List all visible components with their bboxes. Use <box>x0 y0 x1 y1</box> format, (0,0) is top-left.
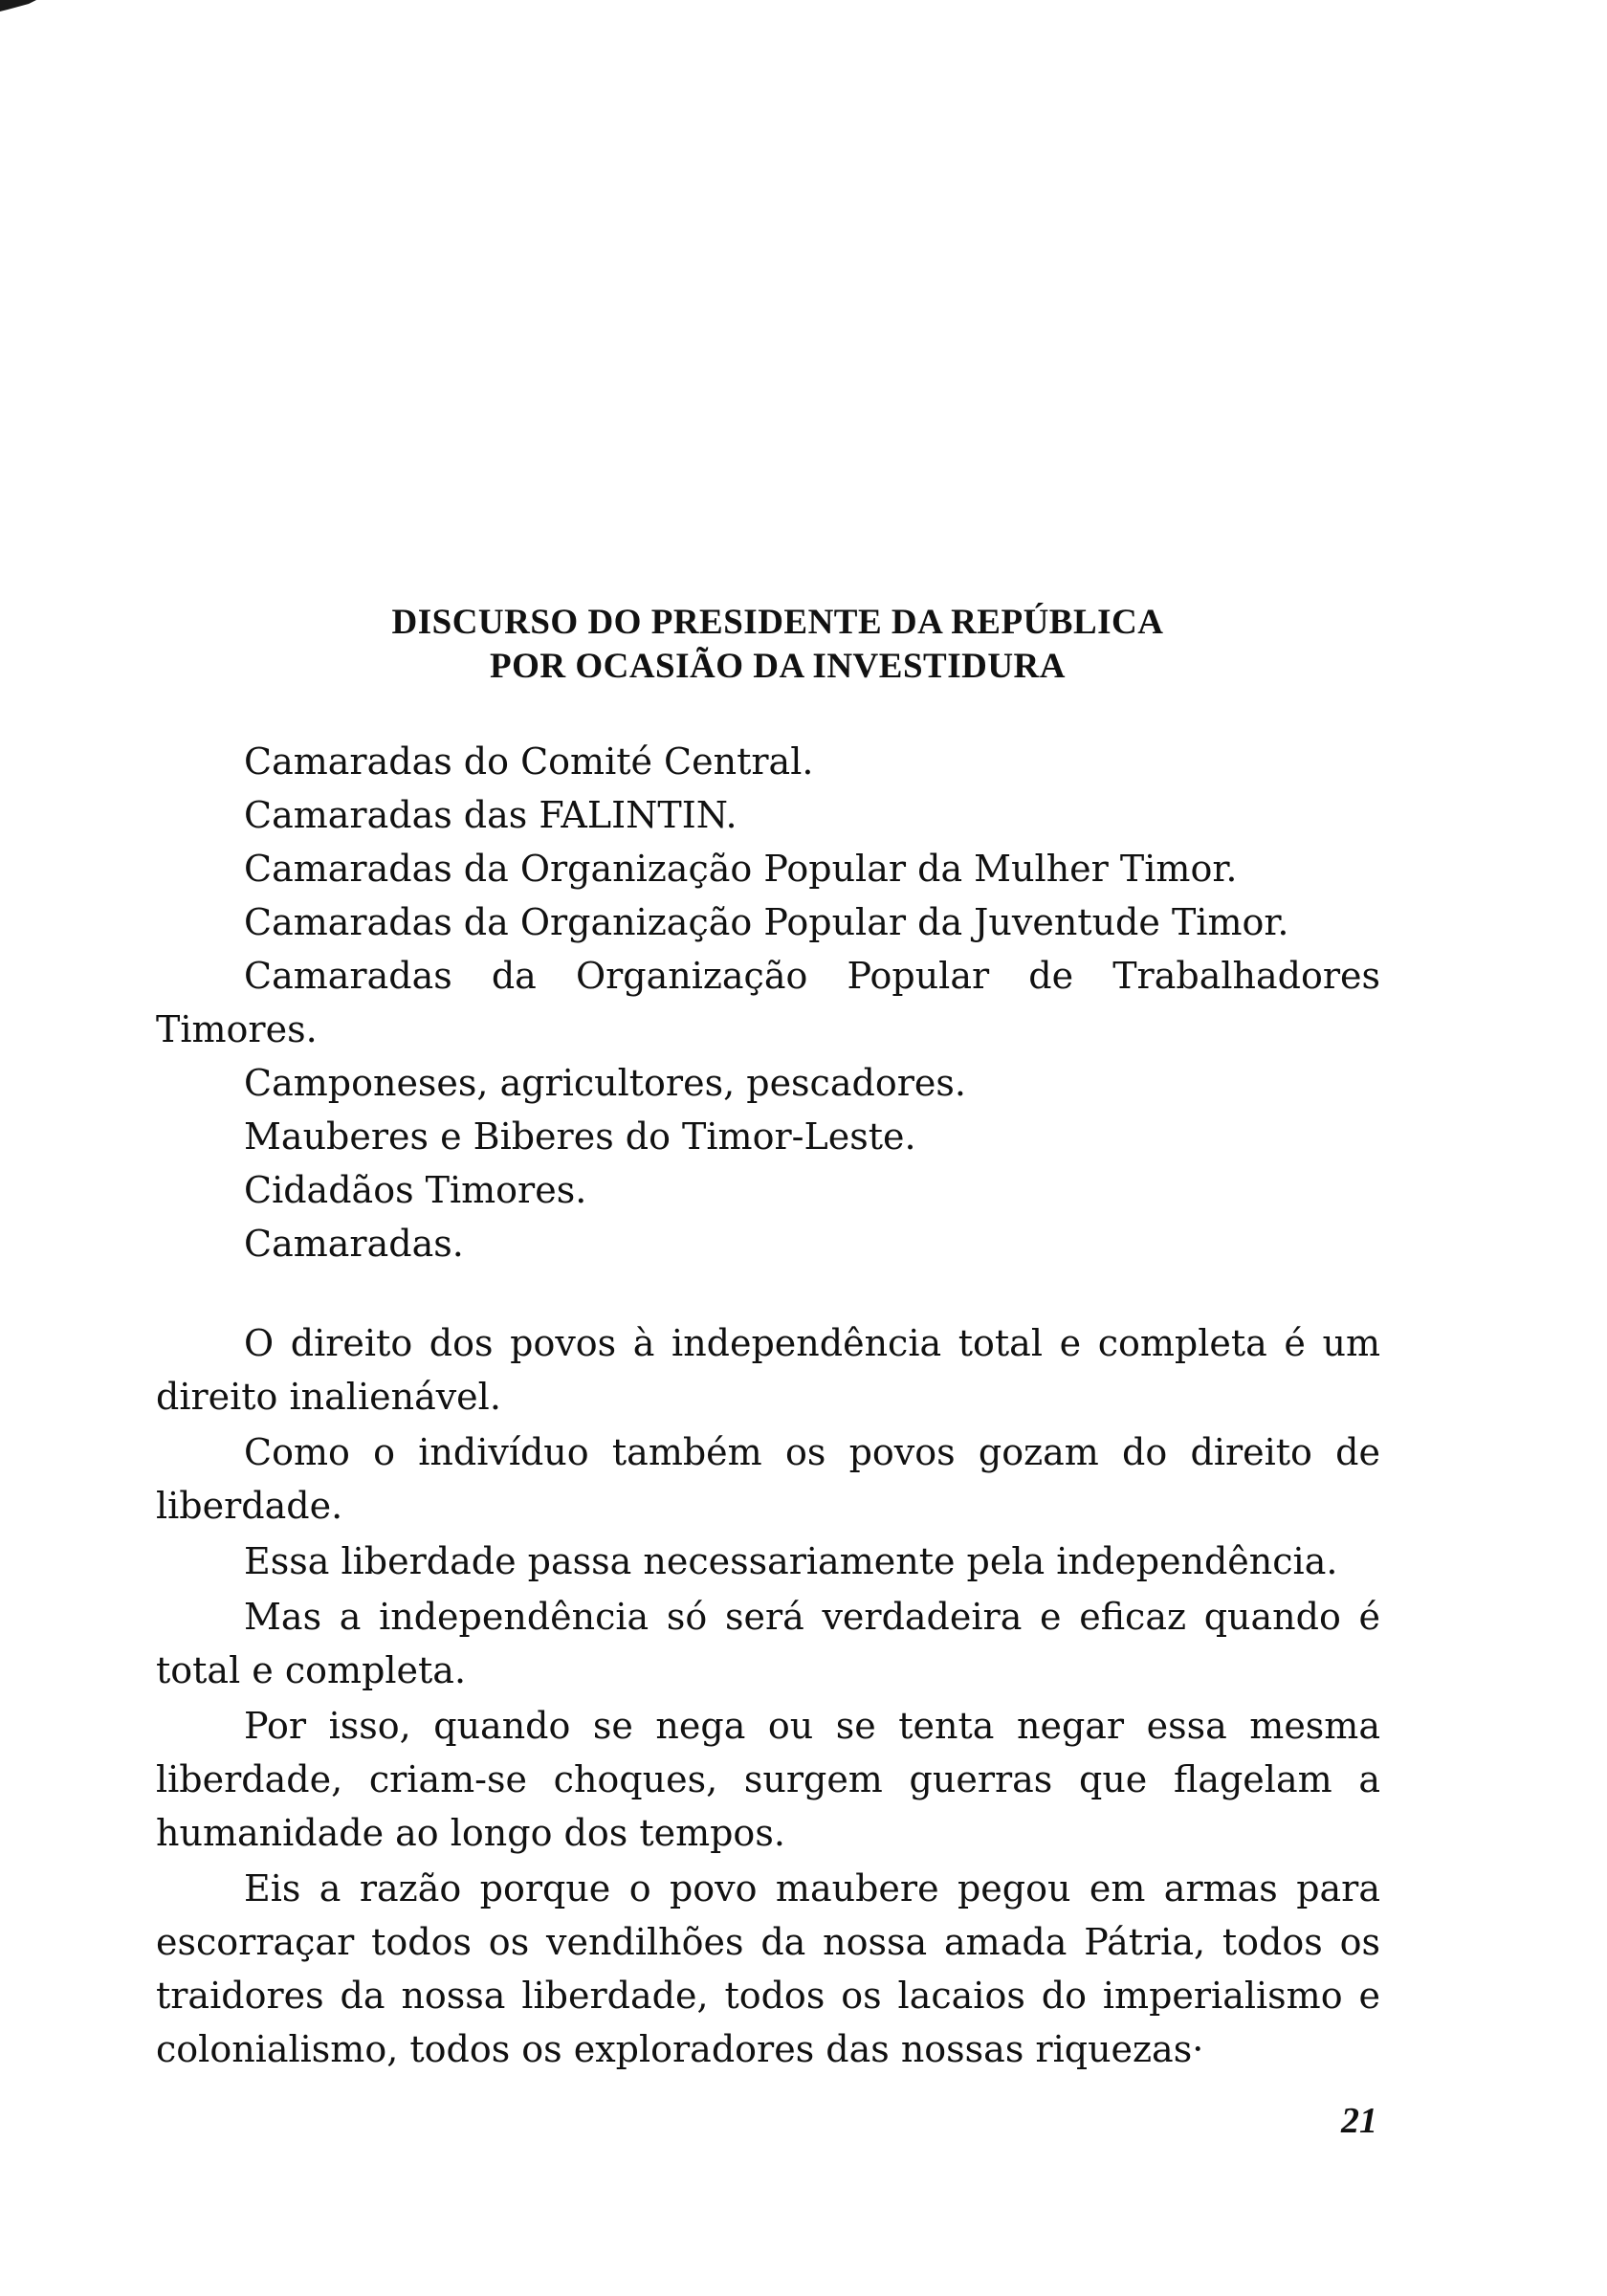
salutation-line: Camaradas da Organização Popular de Trabalhadores Timores. <box>156 955 1380 1050</box>
salutation-line: Camaradas da Organização Popular da Juventude Timor. <box>244 901 1289 943</box>
page-title <box>156 601 1380 689</box>
speech-body <box>156 1316 1380 2076</box>
body-paragraph: Mas a independência só será verdadeira e eficaz quando é total e completa. <box>156 1596 1380 1691</box>
salutation-line: Camaradas das FALINTIN. <box>244 794 737 836</box>
page-number: 21 <box>1341 2101 1377 2141</box>
salutation-line: Mauberes e Biberes do Timor-Leste. <box>244 1115 916 1158</box>
salutation-line: Camaradas do Comité Central. <box>244 740 814 783</box>
body-paragraph: Eis a razão porque o povo maubere pegou em armas para escorraçar todos os vendilhões da nossa amada Pátria, todos os traidores da nossa liberdade, todos os lacaios do imperialismo e colonialismo, todos os exploradores das nossas riquezas· <box>156 1867 1380 2070</box>
document-page <box>156 601 1380 2078</box>
salutation-line: Camponeses, agricultores, pescadores. <box>244 1062 966 1104</box>
salutation-line: Camaradas. <box>244 1223 464 1265</box>
salutation-line: Cidadãos Timores. <box>244 1169 587 1211</box>
body-paragraph: O direito dos povos à independência total e completa é um direito inalienável. <box>156 1322 1380 1418</box>
title-line-2: POR OCASIÃO DA INVESTIDURA <box>489 647 1066 686</box>
salutations-list <box>156 735 1380 1270</box>
scan-corner-mark <box>0 0 38 11</box>
body-paragraph: Por isso, quando se nega ou se tenta negar essa mesma liberdade, criam-se choques, surgem guerras que flagelam a humanidade ao longo dos tempos. <box>156 1705 1380 1854</box>
salutation-line: Camaradas da Organização Popular da Mulher Timor. <box>244 848 1238 890</box>
body-paragraph: Essa liberdade passa necessariamente pela independência. <box>244 1540 1338 1582</box>
body-paragraph: Como o indivíduo também os povos gozam do direito de liberdade. <box>156 1431 1380 1527</box>
title-line-1: DISCURSO DO PRESIDENTE DA REPÚBLICA <box>391 603 1164 642</box>
